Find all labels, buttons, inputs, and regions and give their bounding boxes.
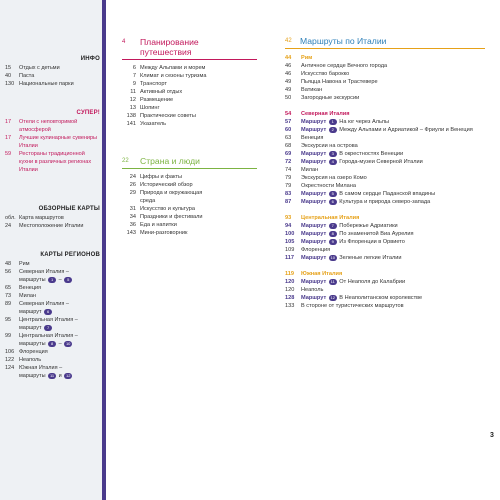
page-number: 3 <box>490 432 494 439</box>
toc-entry-title: Природа и окружающая <box>140 190 203 196</box>
toc-entry <box>285 70 485 78</box>
route-number-badge: 11 <box>330 278 335 284</box>
toc-entry <box>122 112 272 120</box>
toc-page-number: 119 <box>285 271 295 277</box>
toc-page-number: 60 <box>285 127 292 133</box>
toc-page-number: 46 <box>285 63 292 69</box>
toc-page-number: 138 <box>126 113 136 119</box>
route-number-badge: 8 <box>329 231 337 237</box>
planning-title-line2: путешествия <box>140 47 192 57</box>
toc-entry-title: Центральная Италия <box>301 215 360 221</box>
toc-entry <box>285 126 485 134</box>
country-list <box>122 173 272 237</box>
toc-page-number: 24 <box>5 223 12 229</box>
section-gap <box>285 262 485 270</box>
toc-page-number: 79 <box>285 175 292 181</box>
toc-entry <box>285 142 485 150</box>
toc-page-number: 9 <box>132 81 136 87</box>
route-number-badge: 11 <box>49 372 55 378</box>
toc-entry-title: Размещение <box>140 97 174 103</box>
toc-entry <box>5 356 100 364</box>
info-heading: ИНФО <box>80 56 100 62</box>
toc-page-number: 40 <box>5 73 12 79</box>
route-label: Маршрут <box>301 159 327 165</box>
toc-entry-title: Указатель <box>140 121 167 127</box>
toc-entry-continued <box>5 340 100 348</box>
toc-entry-title: Активный отдых <box>140 89 183 95</box>
toc-entry <box>5 260 100 268</box>
toc-entry <box>122 189 272 197</box>
toc-page-number: 122 <box>5 357 15 363</box>
toc-entry-title: Экскурсии на острова <box>301 143 358 149</box>
toc-page-number: 79 <box>285 183 292 189</box>
toc-page-number: 133 <box>285 303 295 309</box>
toc-entry-title: Загородные экскурсии <box>301 95 360 101</box>
toc-page-number: 83 <box>285 191 292 197</box>
toc-page-number: 29 <box>129 190 136 196</box>
country-rule <box>122 168 257 169</box>
toc-entry-title: Искусство и культура <box>140 206 195 212</box>
toc-entry <box>285 94 485 102</box>
toc-entry <box>285 134 485 142</box>
toc-entry-title: Праздники и фестивали <box>140 214 203 220</box>
toc-page-number: 49 <box>285 87 292 93</box>
toc-page-number: 24 <box>129 174 136 180</box>
routes-rule <box>285 48 485 49</box>
toc-entry <box>5 348 100 356</box>
toc-page-number: 93 <box>285 215 292 221</box>
toc-entry <box>5 118 100 134</box>
toc-entry <box>5 332 100 340</box>
toc-page-number: 49 <box>285 79 292 85</box>
toc-entry <box>285 86 485 94</box>
overview-maps-heading: ОБЗОРНЫЕ КАРТЫ <box>38 206 100 212</box>
route-label: Маршрут <box>301 119 327 125</box>
toc-entry-continued <box>5 324 100 332</box>
toc-entry-title-continued: маршруты 1 – 5 <box>19 276 100 284</box>
toc-page-number: 50 <box>285 95 292 101</box>
toc-entry <box>5 364 100 372</box>
toc-entry <box>5 222 100 230</box>
toc-entry-title: Климат и сезоны туризма <box>140 73 207 79</box>
toc-page-number: 74 <box>285 167 292 173</box>
toc-entry-title: Маршрут 7 Побережье Адриатики <box>301 222 398 229</box>
toc-entry-title: Маршрут 2 Между Альпами и Адриатикой – Фриули и Венеция <box>301 126 473 133</box>
toc-entry-title-continued: маршрут 6 <box>19 308 100 316</box>
overview-maps-section <box>5 206 100 230</box>
toc-page-number: 48 <box>5 261 12 267</box>
toc-entry <box>122 80 272 88</box>
toc-page-number: 95 <box>5 317 12 323</box>
toc-entry <box>5 64 100 72</box>
toc-entry-title: Южная Италия <box>301 271 343 277</box>
toc-entry <box>285 118 485 126</box>
toc-entry-title: Транспорт <box>140 81 167 87</box>
toc-entry-title: Ватикан <box>301 87 323 93</box>
route-number-badge: 4 <box>329 159 337 165</box>
country-title: Страна и люди <box>140 156 200 166</box>
toc-entry <box>285 230 485 238</box>
route-number-badge: 5 <box>64 277 72 283</box>
route-number-badge: 5 <box>329 191 337 197</box>
toc-entry-continued <box>5 308 100 316</box>
country-section <box>122 156 272 237</box>
toc-entry <box>122 181 272 189</box>
route-number-badge: 1 <box>48 277 56 283</box>
toc-entry <box>285 182 485 190</box>
toc-page-number: 26 <box>129 182 136 188</box>
route-number-badge: 6 <box>329 199 337 205</box>
toc-entry-title: В стороне от туристических маршрутов <box>301 303 404 309</box>
toc-entry <box>5 292 100 300</box>
toc-page-number: 109 <box>285 247 295 253</box>
toc-page-number-empty <box>5 308 19 316</box>
toc-entry-title: Лучшие кулинарные сувениры Италии <box>19 135 98 149</box>
toc-entry-title: Искусство барокко <box>301 71 350 77</box>
planning-list <box>122 64 272 128</box>
route-number-badge: 10 <box>330 254 335 260</box>
planning-heading <box>122 37 272 57</box>
toc-page-number: 128 <box>285 295 295 301</box>
toc-page-number: 17 <box>5 119 12 125</box>
toc-page-number-empty <box>5 372 19 380</box>
toc-page-number: 6 <box>132 65 136 71</box>
toc-page-number: 87 <box>285 199 292 205</box>
toc-entry-title-continued: маршруты 8 – 10 <box>19 340 71 347</box>
toc-entry-title: Отели с неповторимой атмосферой <box>19 119 78 133</box>
toc-page-number: 120 <box>285 279 295 285</box>
toc-page-number: 69 <box>285 151 292 157</box>
toc-page-number-empty <box>5 324 19 332</box>
toc-page-number: 11 <box>130 89 136 95</box>
toc-entry <box>285 166 485 174</box>
toc-page-number: 143 <box>126 230 136 236</box>
toc-entry <box>285 158 485 166</box>
toc-entry-title: Северная Италия <box>301 111 350 117</box>
country-heading <box>122 156 272 166</box>
toc-entry <box>122 221 272 229</box>
toc-entry-title: Маршрут 1 На юг через Альпы <box>301 118 390 125</box>
toc-entry <box>285 254 485 262</box>
route-number-badge: 2 <box>329 127 337 133</box>
toc-entry-title: Флоренция <box>301 247 331 253</box>
region-maps-section <box>5 252 100 380</box>
route-label: Маршрут <box>301 199 327 205</box>
toc-entry <box>285 246 485 254</box>
toc-entry-title: Экскурсия на озеро Комо <box>301 175 367 181</box>
route-label: Маршрут <box>301 223 327 229</box>
toc-entry <box>285 238 485 246</box>
toc-page-number: 54 <box>285 111 292 117</box>
routes-heading <box>285 36 485 46</box>
route-label: Маршрут <box>301 191 327 197</box>
toc-entry <box>285 286 485 294</box>
toc-entry-title: Практические советы <box>140 113 196 119</box>
toc-entry-title: Шопинг <box>140 105 160 111</box>
section-gap <box>285 102 485 110</box>
toc-page-number: 36 <box>129 222 136 228</box>
toc-entry <box>122 64 272 72</box>
toc-page-number: 120 <box>285 287 295 293</box>
region-subheading <box>285 110 485 118</box>
toc-entry-title: Центральная Италия – <box>19 317 78 323</box>
toc-entry <box>5 80 100 88</box>
toc-page-number: 117 <box>285 255 295 261</box>
toc-entry-title: Рестораны традиционной кухни в различных регионах Италии <box>19 151 92 173</box>
toc-page-number: 100 <box>285 231 295 237</box>
toc-entry-title: Флоренция <box>19 349 48 355</box>
toc-entry <box>122 213 272 221</box>
route-number-badge: 3 <box>329 151 337 157</box>
toc-entry-title: Южная Италия – <box>19 365 63 371</box>
toc-entry <box>5 284 100 292</box>
info-section <box>5 56 100 88</box>
toc-entry <box>5 268 100 276</box>
toc-entry <box>285 198 485 206</box>
toc-entry <box>122 120 272 128</box>
toc-entry-title: Отдых с детьми <box>19 65 60 71</box>
planning-page-number: 4 <box>122 39 126 45</box>
country-page-number: 22 <box>122 158 129 164</box>
toc-page-number-empty <box>5 276 19 284</box>
toc-entry-continued <box>5 372 100 380</box>
toc-page-number: 99 <box>5 333 12 339</box>
planning-section <box>122 37 272 128</box>
region-maps-heading: КАРТЫ РЕГИОНОВ <box>40 252 100 258</box>
toc-page-number: 89 <box>5 301 12 307</box>
toc-page-number: 72 <box>285 159 292 165</box>
toc-entry <box>122 104 272 112</box>
toc-entry <box>285 78 485 86</box>
route-number-badge: 7 <box>329 223 337 229</box>
toc-entry-title: Неаполь <box>301 287 324 293</box>
toc-entry-title: Окрестности Милана <box>301 183 356 189</box>
purple-divider-bar <box>102 0 106 500</box>
toc-page-number: 15 <box>5 65 12 71</box>
routes-page-number: 42 <box>285 38 292 44</box>
toc-page-number: 34 <box>129 214 136 220</box>
planning-title-line1: Планирование <box>140 37 199 47</box>
toc-page-number: 56 <box>5 269 12 275</box>
toc-entry-title: Милан <box>19 293 36 299</box>
toc-entry <box>5 134 100 150</box>
toc-entry-title: Паста <box>19 73 35 79</box>
toc-page-number: 94 <box>285 223 292 229</box>
toc-entry-title: Пьяцца Навона и Трастевере <box>301 79 378 85</box>
toc-entry-title: Маршрут 3 В окрестностях Венеции <box>301 150 404 157</box>
route-number-badge: 12 <box>330 294 335 300</box>
route-number-badge: 9 <box>329 239 337 245</box>
route-label: Маршрут <box>301 151 327 157</box>
toc-entry <box>285 190 485 198</box>
toc-entry <box>122 173 272 181</box>
toc-entry-title: Центральная Италия – <box>19 333 78 339</box>
route-label: Маршрут <box>301 127 327 133</box>
toc-page-number: 59 <box>5 151 12 157</box>
toc-entry <box>285 278 485 286</box>
route-number-badge: 7 <box>44 325 52 331</box>
planning-rule <box>122 59 257 60</box>
toc-entry-title: Античное сердце Вечного города <box>301 63 388 69</box>
toc-page-number: 7 <box>132 73 136 79</box>
toc-entry-continued <box>5 276 100 284</box>
route-number-badge: 8 <box>48 341 56 347</box>
route-label: Маршрут <box>301 279 327 285</box>
toc-page-number: 63 <box>285 135 292 141</box>
route-label: Маршрут <box>301 239 327 245</box>
route-label: Маршрут <box>301 255 327 261</box>
toc-entry-title: Маршрут 6 Культура и природа северо-запада <box>301 198 431 205</box>
toc-entry <box>285 62 485 70</box>
toc-entry-title-continued: среда <box>140 198 156 204</box>
toc-entry <box>5 214 100 222</box>
toc-entry-title: Между Альпами и морем <box>140 65 206 71</box>
toc-entry-title: Маршрут 4 Города-музеи Северной Италии <box>301 158 423 165</box>
toc-entry-title: Маршрут 11 От Неаполя до Калабрии <box>301 278 406 285</box>
toc-entry <box>5 316 100 324</box>
route-number-badge: 1 <box>329 119 337 125</box>
toc-page-number: 124 <box>5 365 15 371</box>
toc-page-number: 106 <box>5 349 15 355</box>
toc-entry <box>285 150 485 158</box>
route-label: Маршрут <box>301 295 327 301</box>
toc-entry-title: Милан <box>301 167 319 173</box>
toc-entry <box>122 96 272 104</box>
toc-page-number: 130 <box>5 81 15 87</box>
toc-entry-title: Маршрут 12 В Неаполитанском королевстве <box>301 294 423 301</box>
toc-entry-title: Неаполь <box>19 357 42 363</box>
toc-entry <box>122 88 272 96</box>
toc-page-number: 65 <box>5 285 12 291</box>
toc-entry <box>5 300 100 308</box>
toc-entry-title: Местоположение Италии <box>19 223 84 229</box>
toc-page-number: 31 <box>129 206 136 212</box>
toc-entry-title: Еда и напитки <box>140 222 177 228</box>
toc-entry-title: Карта маршрутов <box>19 215 64 221</box>
toc-entry-title: Венеция <box>19 285 42 291</box>
toc-entry-title: Маршрут 5 В самом сердце Паданской впадины <box>301 190 436 197</box>
toc-page-number: 141 <box>126 121 136 127</box>
super-heading: СУПЕР! <box>76 110 100 116</box>
region-subheading <box>285 270 485 278</box>
toc-entry <box>285 174 485 182</box>
toc-entry-title: Рим <box>19 261 30 267</box>
toc-page-number: 73 <box>5 293 12 299</box>
route-number-badge: 6 <box>44 309 52 315</box>
toc-entry-title: Маршрут 8 По знаменитой Виа Аурелия <box>301 230 414 237</box>
toc-entry-continued <box>122 197 272 205</box>
toc-entry <box>122 229 272 237</box>
routes-list <box>285 54 485 310</box>
toc-entry-title-continued: маршрут 7 <box>19 324 100 332</box>
toc-entry <box>285 294 485 302</box>
toc-page-number: обл. <box>5 215 16 221</box>
toc-page-number: 57 <box>285 119 292 125</box>
toc-entry-title: Исторический обзор <box>140 182 193 188</box>
toc-page-number: 12 <box>129 97 136 103</box>
toc-entry-title: Цифры и факты <box>140 174 183 180</box>
toc-entry-title: Маршрут 9 Из Флоренции в Орвието <box>301 238 405 245</box>
info-list <box>5 64 100 88</box>
routes-title: Маршруты по Италии <box>300 36 387 46</box>
toc-entry-title: Венеция <box>301 135 324 141</box>
toc-entry <box>5 150 100 174</box>
toc-page-number: 68 <box>285 143 292 149</box>
toc-page-number: 105 <box>285 239 295 245</box>
toc-page-number-empty <box>5 340 19 348</box>
toc-entry-title: Национальные парки <box>19 81 74 87</box>
toc-page-number: 46 <box>285 71 292 77</box>
toc-entry <box>285 222 485 230</box>
toc-entry-title-continued: маршруты 11 и 12 <box>19 372 71 379</box>
toc-entry <box>285 302 485 310</box>
region-maps-list <box>5 260 100 380</box>
route-number-badge: 12 <box>65 372 71 378</box>
toc-entry-title: Северная Италия – <box>19 269 69 275</box>
section-gap <box>285 206 485 214</box>
route-number-badge: 10 <box>65 340 71 346</box>
region-subheading <box>285 54 485 62</box>
toc-page-number: 17 <box>5 135 12 141</box>
toc-entry <box>5 72 100 80</box>
toc-entry <box>122 72 272 80</box>
toc-entry-title: Маршрут 10 Зеленые легкие Италии <box>301 254 402 261</box>
route-label: Маршрут <box>301 231 327 237</box>
toc-page-number: 44 <box>285 55 292 61</box>
toc-page-number-empty <box>122 197 140 205</box>
super-section <box>5 110 100 174</box>
region-subheading <box>285 214 485 222</box>
overview-maps-list <box>5 214 100 230</box>
toc-page-number: 13 <box>129 105 136 111</box>
toc-entry <box>122 205 272 213</box>
toc-entry-title: Рим <box>301 55 313 61</box>
super-list <box>5 118 100 174</box>
toc-entry-title: Мини-разговорник <box>140 230 188 236</box>
toc-entry-title: Северная Италия – <box>19 301 69 307</box>
